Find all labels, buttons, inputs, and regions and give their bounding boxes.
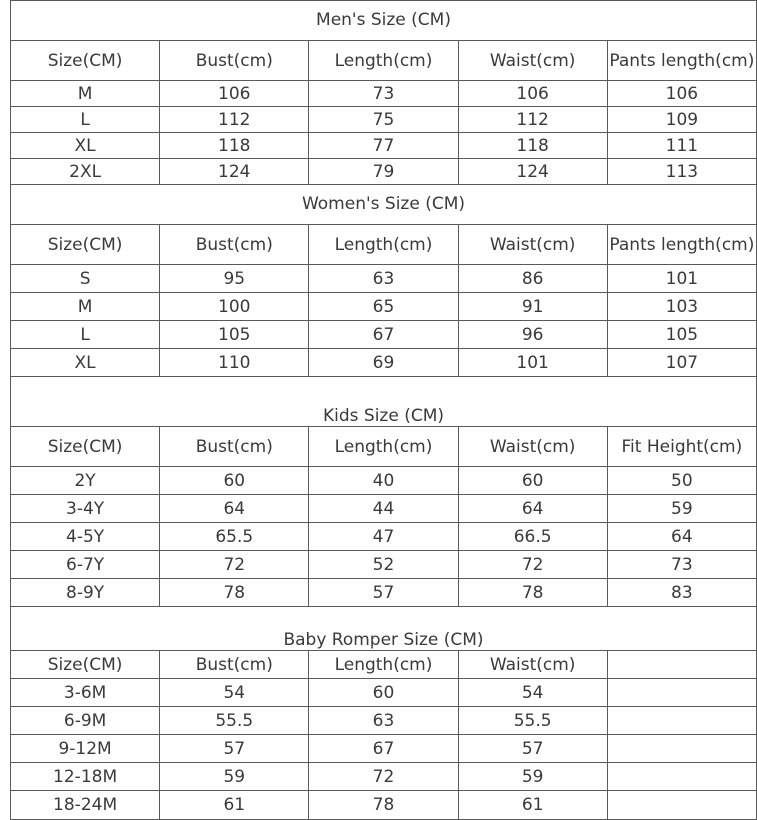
table-cell: 64 <box>160 495 309 523</box>
women-section-title: Women's Size (CM) <box>11 185 757 225</box>
table-row <box>11 321 757 349</box>
men-header-length: Length(cm) <box>309 41 458 81</box>
table-cell <box>607 735 756 763</box>
table-cell: 55.5 <box>160 707 309 735</box>
table-cell: 2XL <box>11 159 160 185</box>
baby-header-length: Length(cm) <box>309 651 458 679</box>
women-header-bust: Bust(cm) <box>160 225 309 265</box>
table-cell: 65.5 <box>160 523 309 551</box>
table-row <box>11 707 757 735</box>
table-cell: 64 <box>607 523 756 551</box>
table-row <box>11 265 757 293</box>
table-cell: 112 <box>458 107 607 133</box>
kids-header-length: Length(cm) <box>309 427 458 467</box>
table-cell: 66.5 <box>458 523 607 551</box>
women-section-title-row <box>11 185 757 225</box>
table-cell: XL <box>11 349 160 377</box>
baby-section-title-row <box>11 607 757 651</box>
table-cell: 57 <box>458 735 607 763</box>
table-cell: 105 <box>607 321 756 349</box>
table-row <box>11 679 757 707</box>
table-cell: 107 <box>607 349 756 377</box>
table-cell: 78 <box>160 579 309 607</box>
table-row <box>11 735 757 763</box>
table-cell: 2Y <box>11 467 160 495</box>
table-cell: 60 <box>160 467 309 495</box>
table-cell: 72 <box>309 763 458 791</box>
table-row <box>11 349 757 377</box>
table-cell: 75 <box>309 107 458 133</box>
table-cell: L <box>11 321 160 349</box>
table-cell: 72 <box>160 551 309 579</box>
table-cell: 113 <box>607 159 756 185</box>
table-cell: 4-5Y <box>11 523 160 551</box>
kids-header-row <box>11 427 757 467</box>
table-row <box>11 159 757 185</box>
table-cell <box>607 791 756 820</box>
women-header-row <box>11 225 757 265</box>
table-cell: 124 <box>458 159 607 185</box>
table-row <box>11 293 757 321</box>
table-cell: 9-12M <box>11 735 160 763</box>
women-header-pants-length: Pants length(cm) <box>607 225 756 265</box>
table-cell: 101 <box>458 349 607 377</box>
table-cell: 12-18M <box>11 763 160 791</box>
table-row <box>11 763 757 791</box>
table-cell: 118 <box>160 133 309 159</box>
table-cell: XL <box>11 133 160 159</box>
baby-section-title: Baby Romper Size (CM) <box>11 607 757 651</box>
table-cell: 63 <box>309 265 458 293</box>
table-cell: 77 <box>309 133 458 159</box>
men-section-title: Men's Size (CM) <box>11 1 757 41</box>
table-cell: 106 <box>607 81 756 107</box>
table-cell <box>607 707 756 735</box>
kids-header-waist: Waist(cm) <box>458 427 607 467</box>
table-cell: 64 <box>458 495 607 523</box>
table-cell: 83 <box>607 579 756 607</box>
table-cell: 73 <box>607 551 756 579</box>
table-cell: 106 <box>160 81 309 107</box>
table-cell: 61 <box>458 791 607 820</box>
men-header-bust: Bust(cm) <box>160 41 309 81</box>
table-row <box>11 81 757 107</box>
table-cell: 3-6M <box>11 679 160 707</box>
kids-header-fit-height: Fit Height(cm) <box>607 427 756 467</box>
baby-header-row <box>11 651 757 679</box>
table-cell: 54 <box>160 679 309 707</box>
table-cell: 60 <box>458 467 607 495</box>
table-cell: 112 <box>160 107 309 133</box>
men-header-waist: Waist(cm) <box>458 41 607 81</box>
table-cell: S <box>11 265 160 293</box>
table-cell: 59 <box>607 495 756 523</box>
table-cell: 6-9M <box>11 707 160 735</box>
table-cell: L <box>11 107 160 133</box>
table-row <box>11 495 757 523</box>
table-cell: 86 <box>458 265 607 293</box>
table-cell: 118 <box>458 133 607 159</box>
table-cell: 79 <box>309 159 458 185</box>
women-header-size: Size(CM) <box>11 225 160 265</box>
table-cell: M <box>11 293 160 321</box>
table-row <box>11 579 757 607</box>
table-cell <box>607 679 756 707</box>
table-row <box>11 791 757 820</box>
kids-section-title-row <box>11 377 757 427</box>
table-cell: 50 <box>607 467 756 495</box>
men-header-row <box>11 41 757 81</box>
table-cell: 100 <box>160 293 309 321</box>
table-cell: 106 <box>458 81 607 107</box>
table-cell <box>607 763 756 791</box>
table-cell: 72 <box>458 551 607 579</box>
table-cell: 3-4Y <box>11 495 160 523</box>
table-cell: 78 <box>309 791 458 820</box>
table-cell: 91 <box>458 293 607 321</box>
table-cell: 54 <box>458 679 607 707</box>
table-cell: 40 <box>309 467 458 495</box>
size-chart-table <box>10 0 757 820</box>
table-cell: 96 <box>458 321 607 349</box>
table-cell: 101 <box>607 265 756 293</box>
table-row <box>11 523 757 551</box>
table-cell: 78 <box>458 579 607 607</box>
table-cell: 105 <box>160 321 309 349</box>
table-row <box>11 467 757 495</box>
table-cell: 6-7Y <box>11 551 160 579</box>
baby-header-waist: Waist(cm) <box>458 651 607 679</box>
table-cell: 18-24M <box>11 791 160 820</box>
men-section-title-row <box>11 1 757 41</box>
table-cell: 110 <box>160 349 309 377</box>
table-cell: 95 <box>160 265 309 293</box>
table-cell: 57 <box>309 579 458 607</box>
men-header-pants-length: Pants length(cm) <box>607 41 756 81</box>
women-header-length: Length(cm) <box>309 225 458 265</box>
table-cell: 124 <box>160 159 309 185</box>
table-cell: 59 <box>160 763 309 791</box>
table-cell: 52 <box>309 551 458 579</box>
baby-header-bust: Bust(cm) <box>160 651 309 679</box>
table-cell: 73 <box>309 81 458 107</box>
table-cell: 65 <box>309 293 458 321</box>
table-cell: 60 <box>309 679 458 707</box>
table-cell: 69 <box>309 349 458 377</box>
table-cell: 63 <box>309 707 458 735</box>
table-row <box>11 107 757 133</box>
kids-section-title: Kids Size (CM) <box>11 377 757 427</box>
table-cell: 57 <box>160 735 309 763</box>
table-cell: 44 <box>309 495 458 523</box>
table-cell: 47 <box>309 523 458 551</box>
baby-header-empty <box>607 651 756 679</box>
table-cell: 67 <box>309 321 458 349</box>
table-cell: 55.5 <box>458 707 607 735</box>
men-header-size: Size(CM) <box>11 41 160 81</box>
table-cell: 59 <box>458 763 607 791</box>
women-header-waist: Waist(cm) <box>458 225 607 265</box>
table-cell: M <box>11 81 160 107</box>
kids-header-size: Size(CM) <box>11 427 160 467</box>
table-cell: 67 <box>309 735 458 763</box>
table-row <box>11 551 757 579</box>
table-row <box>11 133 757 159</box>
table-cell: 61 <box>160 791 309 820</box>
kids-header-bust: Bust(cm) <box>160 427 309 467</box>
table-cell: 103 <box>607 293 756 321</box>
table-cell: 109 <box>607 107 756 133</box>
table-cell: 111 <box>607 133 756 159</box>
table-cell: 8-9Y <box>11 579 160 607</box>
baby-header-size: Size(CM) <box>11 651 160 679</box>
